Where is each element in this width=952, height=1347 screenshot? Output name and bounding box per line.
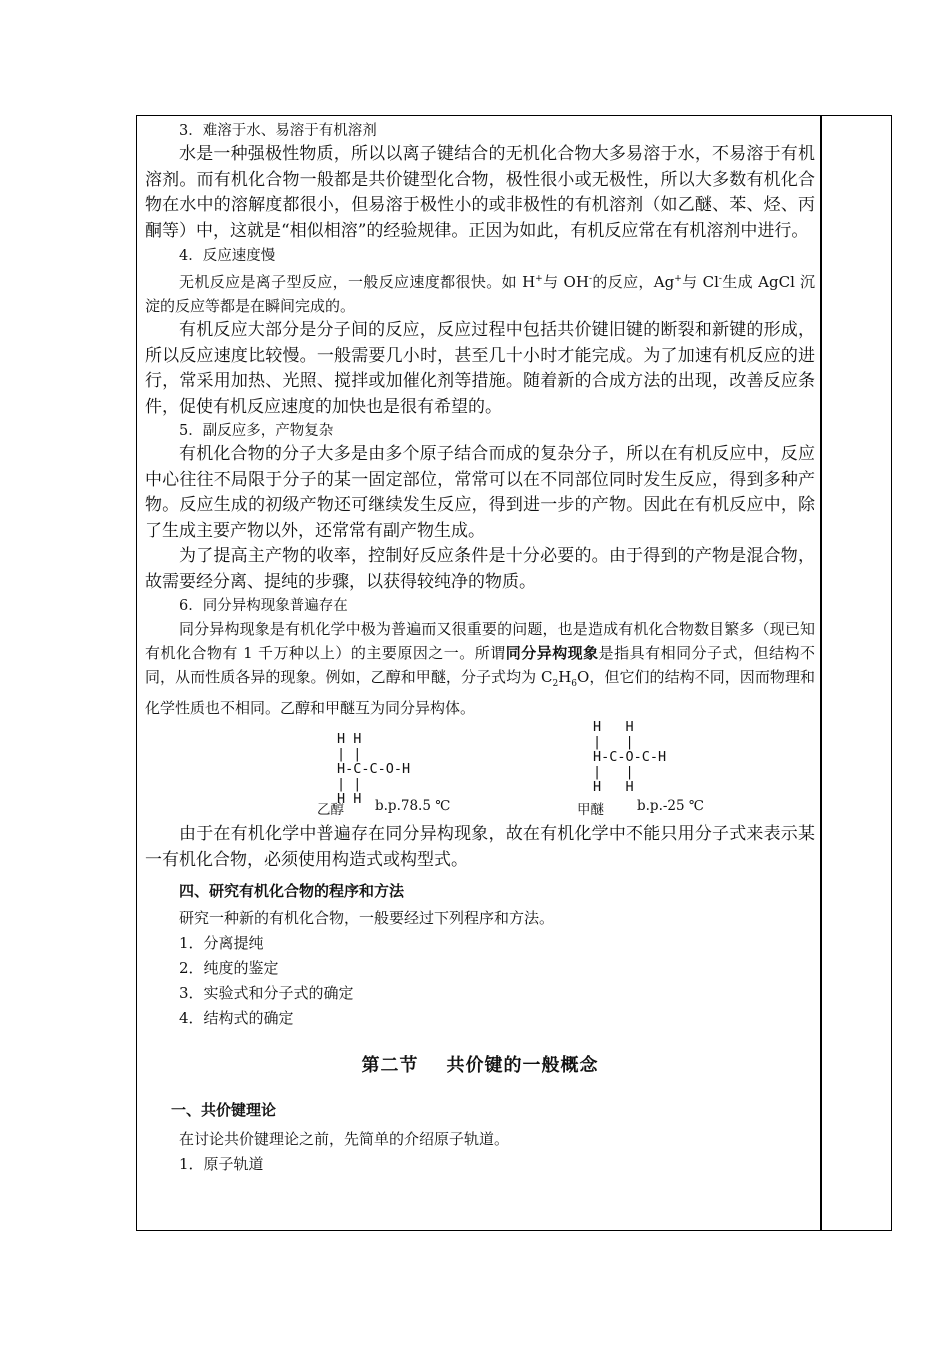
paragraph-structural-formula: 由于在有机化学中普遍存在同分异构现象，故在有机化学中不能只用分子式来表示某一有机化合物，必须使用构造式或构型式。	[145, 824, 815, 870]
ethanol-structure: H H | | H-C-C-O-H | | H H	[337, 731, 411, 807]
chapter-label: 第二节	[361, 1055, 419, 1076]
ether-name: 甲醚	[577, 802, 604, 818]
section-heading-covalent: 一、共价键理论	[171, 1101, 277, 1119]
heading-6: 6．同分异构现象普遍存在	[179, 598, 348, 614]
ethanol-bp: b.p.78.5 ℃	[375, 798, 451, 814]
chapter-title	[145, 1051, 815, 1077]
heading-5: 5．副反应多，产物复杂	[179, 423, 334, 439]
chapter-name: 共价键的一般概念	[446, 1055, 599, 1076]
section-heading-methods: 四、研究有机化合物的程序和方法	[179, 882, 405, 900]
ethanol-name: 乙醇	[317, 802, 344, 818]
heading-4: 4．反应速度慢	[179, 248, 276, 264]
list-item: 3．实验式和分子式的确定	[179, 984, 354, 1002]
column-divider	[821, 116, 822, 1230]
covalent-intro: 在讨论共价键理论之前，先简单的介绍原子轨道。	[179, 1130, 510, 1148]
methods-intro: 研究一种新的有机化合物，一般要经过下列程序和方法。	[179, 909, 555, 927]
ether-bp: b.p.-25 ℃	[637, 798, 704, 814]
paragraph-side-reactions: 有机化合物的分子大多是由多个原子结合而成的复杂分子，所以在有机反应中，反应中心往往不局限于分子的某一固定部位，常常可以在不同部位同时发生反应，得到多种产物。反应生成的初级产物还可继续发生反应，得到进一步的产物。因此在有机反应中，除了生成主要产物以外，还常常有副产物生成。	[145, 444, 815, 541]
list-item: 1．分离提纯	[179, 934, 264, 952]
list-item: 2．纯度的鉴定	[179, 959, 279, 977]
heading-3: 3．难溶于水、易溶于有机溶剂	[179, 123, 377, 139]
paragraph-reaction-speed: 有机反应大部分是分子间的反应，反应过程中包括共价键旧键的断裂和新键的形成，所以反应速度比较慢。一般需要几小时，甚至几十小时才能完成。为了加速有机反应的进行，常采用加热、光照、搅拌或加催化剂等措施。随着新的合成方法的出现，改善反应条件，促使有机反应速度的加快也是很有希望的。	[145, 320, 815, 417]
dimethyl-ether-structure: H H | | H-C-O-C-H | | H H	[593, 719, 667, 795]
paragraph-solubility: 水是一种强极性物质，所以以离子键结合的无机化合物大多易溶于水，不易溶于有机溶剂。而有机化合物一般都是共价键型化合物，极性很小或无极性，所以大多数有机化合物在水中的溶解度都很小，但易溶于极性小的或非极性的有机溶剂（如乙醚、苯、烃、丙酮等）中，这就是“相似相溶”的经验规律。正因为如此，有机反应常在有机溶剂中进行。	[145, 144, 815, 241]
content-table	[136, 115, 892, 1231]
paragraph-isomerism: 同分异构现象是有机化学中极为普遍而又很重要的问题，也是造成有机化合物数目繁多（现已知有机化合物有 1 千万种以上）的主要原因之一。所谓同分异构现象是指具有相同分子式，但结构不同，从而性质各异的现象。例如，乙醇和甲醚，分子式均为 $C_2H_6O$，但它们的结构不同，因而物理和化学性质也不相同。乙醇和甲醚互为同分异构体。	[145, 620, 815, 717]
paragraph-inorganic-reaction: 无机反应是离子型反应，一般反应速度都很快。如 H+与 OH-的反应，Ag+与 Cl-生成 AgCl 沉淀的反应等都是在瞬间完成的。	[145, 273, 816, 315]
paragraph-purification: 为了提高主产物的收率，控制好反应条件是十分必要的。由于得到的产物是混合物，故需要经分离、提纯的步骤，以获得较纯净的物质。	[145, 546, 815, 592]
isomer-structures	[145, 719, 815, 822]
list-item: 1．原子轨道	[179, 1155, 264, 1173]
content-cell	[145, 120, 815, 1177]
list-item: 4．结构式的确定	[179, 1009, 294, 1027]
